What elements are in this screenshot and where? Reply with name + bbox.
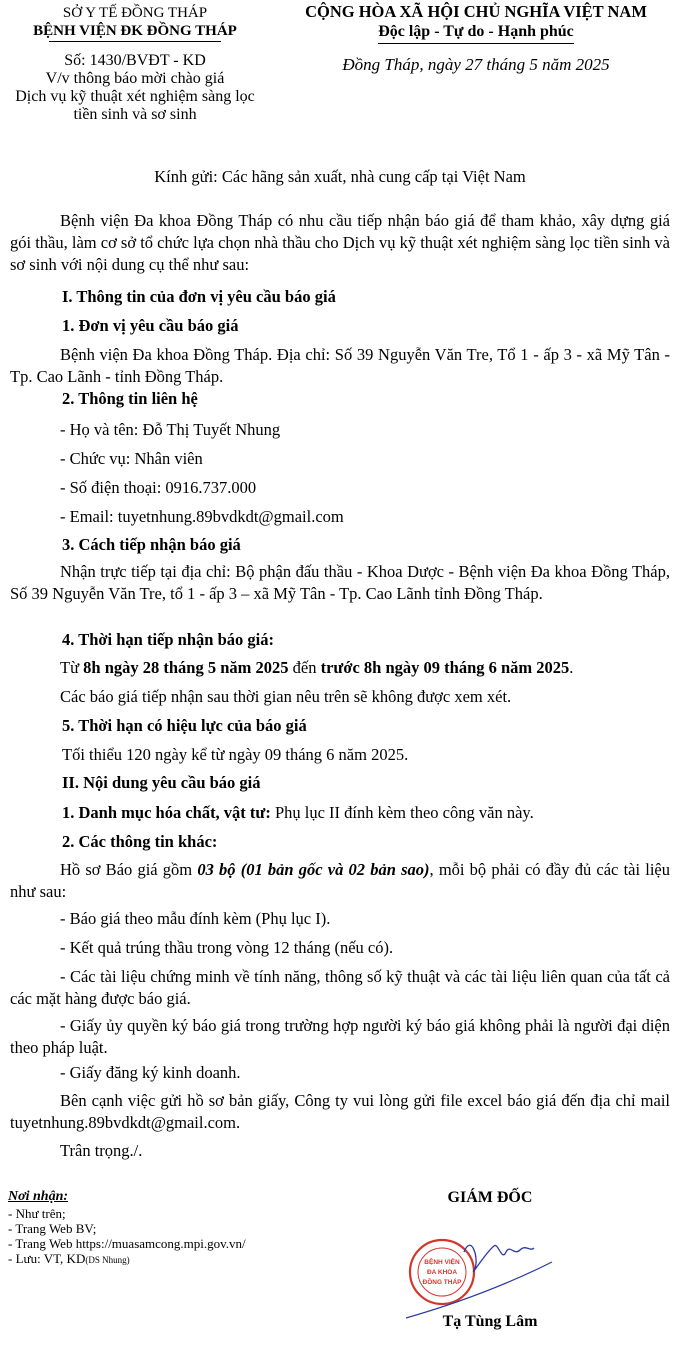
contact-name: - Họ và tên: Đỗ Thị Tuyết Nhung bbox=[60, 420, 281, 439]
list-text: Phụ lục II đính kèm theo công văn này. bbox=[274, 803, 534, 822]
section1-title: I. Thông tin của đơn vị yêu cầu báo giá bbox=[62, 287, 336, 306]
deadline-from: Từ bbox=[60, 658, 80, 677]
dossier-item-1: - Báo giá theo mẫu đính kèm (Phụ lục I). bbox=[60, 909, 331, 928]
issue-date: Đồng Tháp, ngày 27 tháng 5 năm 2025 bbox=[342, 55, 610, 74]
contact-phone: - Số điện thoại: 0916.737.000 bbox=[60, 478, 257, 497]
subject-line-2: Dịch vụ kỹ thuật xét nghiệm sàng lọc bbox=[15, 88, 255, 105]
deadline-title: 4. Thời hạn tiếp nhận báo giá: bbox=[62, 630, 274, 649]
closing-paragraph bbox=[10, 1090, 670, 1134]
deadline-to: đến bbox=[292, 658, 317, 677]
dossier-pre: Hồ sơ Báo giá gồm bbox=[60, 860, 193, 879]
dossier-item-4 bbox=[10, 1015, 670, 1059]
motto-text: Độc lập - Tự do - Hạnh phúc bbox=[378, 23, 574, 40]
dossier-item-3 bbox=[10, 966, 670, 1010]
contact-title: 2. Thông tin liên hệ bbox=[62, 389, 198, 408]
subject-line-3: tiền sinh và sơ sinh bbox=[73, 106, 197, 123]
dossier-post: , mỗi bộ phải có đầy đủ các tài liệu như sau: bbox=[10, 860, 670, 901]
deadline-start: 8h ngày 28 tháng 5 năm 2025 bbox=[83, 658, 289, 677]
closing-text: Bên cạnh việc gửi hồ sơ bản giấy, Công ty vui lòng gửi file excel báo giá đến địa chỉ mail tuyetnhung.89bvdkdt@gmail.com. bbox=[10, 1091, 670, 1132]
recipient-4-sub: (DS Nhung) bbox=[85, 1255, 130, 1265]
recipient-1: - Như trên; bbox=[8, 1206, 66, 1221]
validity-text: Tối thiểu 120 ngày kể từ ngày 09 tháng 6 năm 2025. bbox=[62, 745, 409, 764]
stamp-line-1: BỆNH VIỆN bbox=[424, 1259, 460, 1266]
receive-title: 3. Cách tiếp nhận báo giá bbox=[62, 535, 241, 554]
validity-title: 5. Thời hạn có hiệu lực của báo giá bbox=[62, 716, 307, 735]
recipient-4-text: - Lưu: VT, KD bbox=[8, 1251, 86, 1266]
stamp-line-2: ĐA KHOA bbox=[426, 1269, 458, 1276]
ministry-name: SỞ Y TẾ ĐỒNG THÁP bbox=[62, 5, 208, 21]
signer-name: Tạ Tùng Lâm bbox=[442, 1313, 538, 1330]
hospital-name bbox=[33, 22, 237, 42]
receive-paragraph bbox=[10, 561, 670, 605]
motto-underline bbox=[378, 43, 574, 44]
header-right bbox=[272, 2, 680, 76]
recipient-4 bbox=[8, 1251, 308, 1268]
list-line bbox=[62, 802, 534, 824]
hospital-name-text: BỆNH VIỆN ĐK ĐỒNG THÁP bbox=[33, 23, 237, 39]
section2-title: II. Nội dung yêu cầu báo giá bbox=[62, 773, 261, 792]
nation-title: CỘNG HÒA XÃ HỘI CHỦ NGHĨA VIỆT NAM bbox=[305, 2, 647, 21]
header-left bbox=[0, 4, 270, 124]
signature-title: GIÁM ĐỐC bbox=[447, 1189, 533, 1206]
dossier-item-3-text: - Các tài liệu chứng minh về tính năng, thông số kỹ thuật và các tài liệu liên quan của tất cả các mặt hàng được báo giá. bbox=[10, 967, 670, 1008]
receive-text: Nhận trực tiếp tại địa chỉ: Bộ phận đấu thầu - Khoa Dược - Bệnh viện Đa khoa Đồng Tháp, Số 39 Nguyễn Văn Tre, tổ 1 - ấp 3 – xã Mỹ Tân - Tp. Cao Lãnh tỉnh Đồng Tháp. bbox=[10, 562, 670, 603]
deadline-note: Các báo giá tiếp nhận sau thời gian nêu trên sẽ không được xem xét. bbox=[60, 687, 512, 706]
recipients-block bbox=[8, 1188, 308, 1268]
dossier-bold: 03 bộ (01 bản gốc và 02 bản sao) bbox=[197, 860, 430, 879]
intro-text: Bệnh viện Đa khoa Đồng Tháp có nhu cầu tiếp nhận báo giá để tham khảo, xây dựng giá gói thầu, làm cơ sở tổ chức lựa chọn nhà thầu cho Dịch vụ kỹ thuật xét nghiệm sàng lọc tiền sinh và sơ sinh với nội dung cụ thể như sau: bbox=[10, 211, 670, 274]
recipients-title: Nơi nhận: bbox=[8, 1189, 69, 1204]
stamp-line-3: ĐỒNG THÁP bbox=[422, 1279, 462, 1286]
contact-position: - Chức vụ: Nhân viên bbox=[60, 449, 203, 468]
unit-title: 1. Đơn vị yêu cầu báo giá bbox=[62, 316, 239, 335]
deadline-line bbox=[60, 657, 573, 679]
subject-line-1: V/v thông báo mời chào giá bbox=[45, 70, 225, 87]
recipient-2: - Trang Web BV; bbox=[8, 1221, 97, 1236]
doc-number: Số: 1430/BVĐT - KD bbox=[64, 52, 206, 69]
contact-email: - Email: tuyetnhung.89bvdkdt@gmail.com bbox=[60, 507, 344, 526]
dossier-item-5: - Giấy đăng ký kinh doanh. bbox=[60, 1063, 241, 1082]
other-title: 2. Các thông tin khác: bbox=[62, 832, 218, 851]
deadline-end: trước 8h ngày 09 tháng 6 năm 2025 bbox=[320, 658, 570, 677]
regards: Trân trọng./. bbox=[60, 1141, 143, 1160]
hospital-underline bbox=[49, 41, 221, 42]
unit-paragraph bbox=[10, 344, 670, 388]
dossier-item-4-text: - Giấy ủy quyền ký báo giá trong trường hợp người ký báo giá không phải là người đại diện theo pháp luật. bbox=[10, 1016, 670, 1057]
deadline-period: . bbox=[569, 658, 574, 677]
recipient-3: - Trang Web https://muasamcong.mpi.gov.vn/ bbox=[8, 1236, 246, 1251]
list-title: 1. Danh mục hóa chất, vật tư: bbox=[62, 803, 271, 822]
stamp-and-signature bbox=[402, 1222, 602, 1322]
recipient-line: Kính gửi: Các hãng sản xuất, nhà cung cấp tại Việt Nam bbox=[154, 167, 526, 186]
dossier-item-2: - Kết quả trúng thầu trong vòng 12 tháng (nếu có). bbox=[60, 938, 394, 957]
intro-paragraph bbox=[10, 210, 670, 276]
dossier-paragraph bbox=[10, 859, 670, 903]
motto bbox=[378, 22, 574, 44]
unit-text: Bệnh viện Đa khoa Đồng Tháp. Địa chỉ: Số 39 Nguyễn Văn Tre, Tổ 1 - ấp 3 - xã Mỹ Tân - Tp. Cao Lãnh - tỉnh Đồng Tháp. bbox=[10, 345, 670, 386]
